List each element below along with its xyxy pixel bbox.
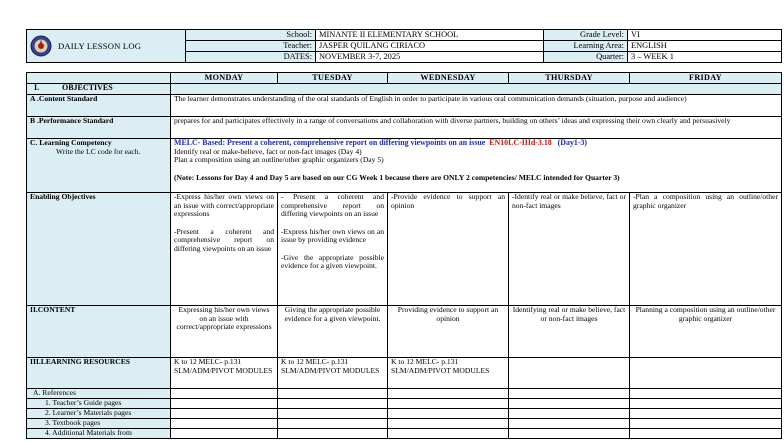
am-mon: [171, 429, 278, 439]
objectives-heading: [27, 84, 171, 95]
grade-label: Grade Level:: [544, 30, 628, 41]
references-mon: [171, 389, 278, 399]
tb-wed: [388, 419, 509, 429]
content-std-label: A .Content Standard: [27, 95, 171, 117]
melc-code: EN10LC-IIId-3.18: [489, 138, 552, 147]
content-std-text: The learner demonstrates understanding of the oral standards of English in order to participate in various oral communication demands (situation, purpose and audience): [171, 95, 782, 117]
tg-tue: [278, 399, 388, 409]
dll-title: DAILY LESSON LOG: [58, 41, 142, 51]
content-wed: Providing evidence to support an opinion: [388, 306, 509, 358]
day-thursday: THURSDAY: [509, 73, 630, 84]
day-tuesday: TUESDAY: [278, 73, 388, 84]
teacher-value: JASPER QUILANG CIRIACO: [316, 41, 544, 52]
tb-thu: [509, 419, 630, 429]
tb-fri: [630, 419, 782, 429]
teacher-label: Teacher:: [186, 41, 316, 52]
am-tue: [278, 429, 388, 439]
quarter-value: 3 – WEEK 1: [628, 52, 782, 63]
comp-line-3: Plan a composition using an outline/other graphic organizers (Day 5): [174, 155, 384, 165]
lm-tue: [278, 409, 388, 419]
resources-tue: K to 12 MELC- p.131 SLM/ADM/PIVOT MODULES: [278, 358, 388, 389]
am-wed: [388, 429, 509, 439]
enabling-tue-2: -Express his/her own views on an issue by providing evidence: [281, 226, 384, 244]
lesson-log-table: [26, 72, 782, 439]
comp-line-2: Identify real or make-believe, fact or non-fact images (Day 4): [174, 146, 362, 156]
comp-note: (Note: Lessons for Day 4 and Day 5 are based on our CG Week 1 because there are ONLY 2 competencies/ MELC intended for Quarter 3): [174, 172, 620, 182]
day-wednesday: WEDNESDAY: [388, 73, 509, 84]
objectives-band: [171, 84, 782, 95]
enabling-label: Enabling Objectives: [27, 193, 171, 306]
dates-label: DATES:: [186, 52, 316, 63]
day-monday: MONDAY: [171, 73, 278, 84]
am-label: 4. Additional Materials from: [27, 429, 171, 439]
dates-value: NOVEMBER 3-7, 2025: [316, 52, 544, 63]
tg-mon: [171, 399, 278, 409]
lm-thu: [509, 409, 630, 419]
objectives-num: I.: [34, 83, 40, 92]
lm-wed: [388, 409, 509, 419]
tg-fri: [630, 399, 782, 409]
references-thu: [509, 389, 630, 399]
dll-title-cell: [27, 30, 186, 63]
tb-label: 3. Textbook pages: [27, 419, 171, 429]
resources-thu: [509, 358, 630, 389]
enabling-thu: -Identify real or make believe, fact or non-fact images: [509, 193, 630, 306]
am-thu: [509, 429, 630, 439]
competency-cell: [27, 139, 171, 193]
enabling-fri: -Plan a composition using an outline/other graphic organizer: [630, 193, 782, 306]
references-wed: [388, 389, 509, 399]
lm-mon: [171, 409, 278, 419]
am-fri: [630, 429, 782, 439]
lm-label: 2. Learner’s Materials pages: [27, 409, 171, 419]
deped-seal-icon: [30, 35, 52, 57]
enabling-mon: [171, 193, 278, 306]
enabling-tue: [278, 193, 388, 306]
competency-label: C. Learning Competency: [30, 138, 112, 147]
resources-mon: K to 12 MELC- p.131 SLM/ADM/PIVOT MODULES: [171, 358, 278, 389]
content-label: II.CONTENT: [27, 306, 171, 358]
content-thu: Identifying real or make believe, fact or non-fact images: [509, 306, 630, 358]
school-label: School:: [186, 30, 316, 41]
content-mon: Expressing his/her own views on an issue with correct/appropriate expressions: [171, 306, 278, 358]
melc-days: (Day1-3): [557, 138, 588, 147]
header-table: [26, 29, 782, 63]
grade-value: VI: [628, 30, 782, 41]
corner-cell: [27, 73, 171, 84]
day-friday: FRIDAY: [630, 73, 782, 84]
competency-sub: Write the LC code for each.: [56, 146, 141, 156]
competency-text: [171, 139, 782, 193]
objectives-title: OBJECTIVES: [62, 83, 113, 92]
area-value: ENGLISH: [628, 41, 782, 52]
resources-fri: [630, 358, 782, 389]
melc-prefix: MELC- Based: Present a coherent, comprehensive report on differing viewpoints on an issue: [174, 138, 486, 147]
enabling-tue-3: -Give the appropriate possible evidence for a given viewpoint.: [281, 252, 384, 270]
resources-wed: K to 12 MELC- p.131 SLM/ADM/PIVOT MODULES: [388, 358, 509, 389]
enabling-tue-1: - Present a coherent and comprehensive report on differing viewpoints on an issue: [281, 192, 384, 218]
quarter-label: Quarter:: [544, 52, 628, 63]
tg-wed: [388, 399, 509, 409]
references-label: A. References: [27, 389, 171, 399]
area-label: Learning Area:: [544, 41, 628, 52]
enabling-mon-2: -Present a coherent and comprehensive report on differing viewpoints on an issue: [174, 226, 274, 253]
perf-std-text: prepares for and participates effectively in a range of conversations and collaboration with diverse partners, building on others’ ideas and expressing their own clearly and persuasively: [171, 117, 782, 139]
references-fri: [630, 389, 782, 399]
lm-fri: [630, 409, 782, 419]
tg-thu: [509, 399, 630, 409]
tb-tue: [278, 419, 388, 429]
enabling-wed: -Provide evidence to support an opinion: [388, 193, 509, 306]
content-fri: Planning a composition using an outline/other graphic organizer: [630, 306, 782, 358]
tg-label: 1. Teacher’s Guide pages: [27, 399, 171, 409]
resources-label: III.LEARNING RESOURCES: [27, 358, 171, 389]
references-tue: [278, 389, 388, 399]
school-value: MINANTE II ELEMENTARY SCHOOL: [316, 30, 544, 41]
content-tue: Giving the appropriate possible evidence for a given viewpoint.: [278, 306, 388, 358]
tb-mon: [171, 419, 278, 429]
enabling-mon-1: -Express his/her own views on an issue with correct/appropriate expressions: [174, 192, 274, 218]
perf-std-label: B .Performance Standard: [27, 117, 171, 139]
